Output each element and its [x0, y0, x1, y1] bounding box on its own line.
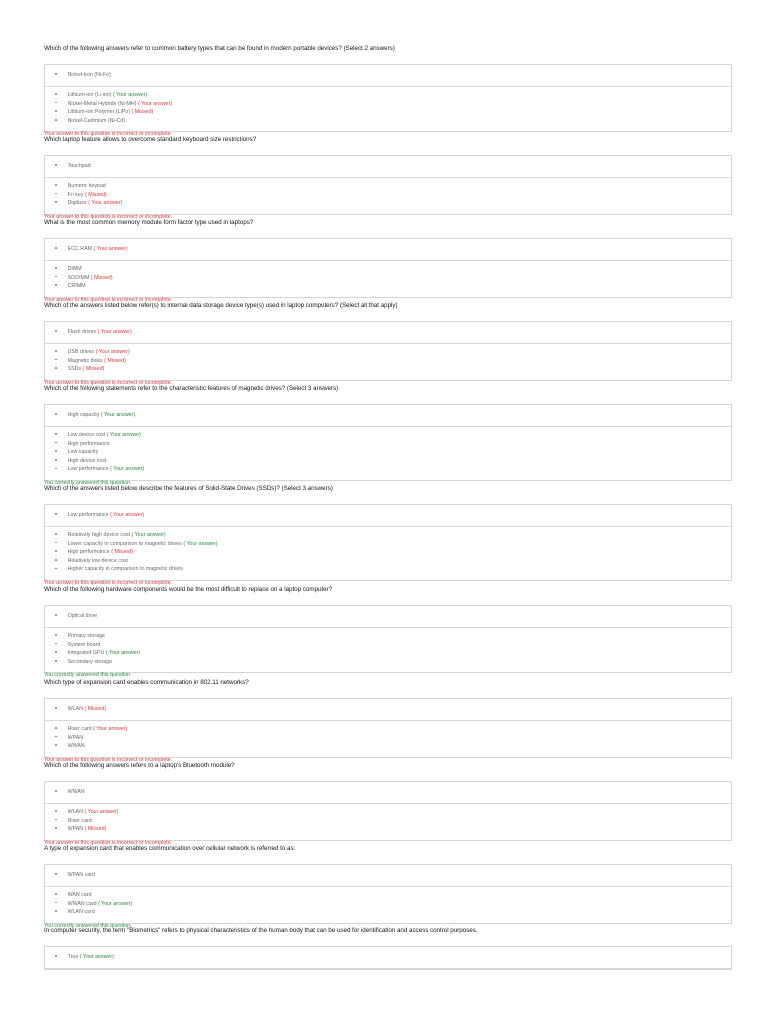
option-label: Riser card [67, 726, 92, 732]
answer-list [45, 804, 731, 840]
question-title: Which of the following answers refer to common battery types that can be found in modern portable devices? (Select 2 answers) [44, 45, 395, 52]
answer-option [55, 458, 106, 464]
bullet-icon [55, 164, 57, 166]
answer-box [44, 605, 732, 673]
answer-first-row [45, 699, 731, 721]
answer-box [44, 64, 732, 132]
question-title: Which of the following statements refer to the characteristic features of magnetic drives? (Select 3 answers) [44, 385, 339, 392]
answer-first-row [45, 865, 731, 887]
bullet-icon [55, 827, 57, 829]
question-title: What is the most common memory module form factor type used in laptops? [44, 219, 254, 226]
answer-option [55, 954, 114, 960]
result-message: Your answer to this question is incorrect or incomplete. [44, 756, 173, 763]
option-label: WLAN [67, 706, 83, 712]
result-message: Your answer to this question is incorrect or incomplete. [44, 296, 173, 303]
option-tag: ( Your answer) [98, 900, 133, 907]
option-label: WPAN card [67, 872, 95, 878]
answer-option [55, 789, 85, 795]
option-label: Lower capacity in comparison to magnetic drives [67, 540, 182, 547]
answer-option [55, 358, 126, 364]
answer-list [45, 261, 731, 297]
bullet-icon [55, 102, 57, 104]
answer-option [55, 163, 91, 169]
bullet-icon [55, 93, 57, 95]
result-message: Your answer to this question is incorrect or incomplete. [44, 213, 173, 220]
option-tag: ( Missed) [84, 706, 107, 712]
result-message: You correctly answered this question. [44, 480, 132, 486]
bullet-icon [55, 330, 57, 332]
option-tag: ( Your answer) [88, 200, 123, 207]
answer-option [55, 735, 83, 741]
bullet-icon [55, 442, 57, 444]
answer-option [55, 441, 110, 447]
option-label: WWAN [67, 789, 85, 795]
option-label: Magnetic disks [67, 357, 103, 364]
answer-option [55, 512, 144, 518]
bullet-icon [55, 193, 57, 195]
answer-box [44, 155, 732, 215]
bullet-icon [55, 284, 57, 286]
option-tag: ( Your answer) [183, 540, 218, 547]
bullet-icon [55, 184, 57, 186]
bullet-icon [55, 727, 57, 729]
bullet-icon [55, 201, 57, 203]
option-tag: ( Your answer) [112, 92, 148, 98]
answer-option [55, 826, 106, 832]
bullet-icon [55, 350, 57, 352]
option-label: SSDs [67, 366, 82, 373]
result-message: Your answer to this question is incorrect or incomplete. [44, 379, 173, 386]
answer-option [55, 809, 119, 815]
option-tag: ( Your answer) [105, 650, 141, 657]
answer-box [44, 238, 732, 298]
option-label: Nickel-Iron (Ni-Fe) [67, 72, 111, 78]
result-message: Your answer to this question is incorrect or incomplete. [44, 839, 173, 846]
option-label: System board [67, 641, 101, 648]
answer-list [45, 721, 731, 757]
option-label: WWAN [67, 743, 85, 750]
option-label: WWAN card [67, 900, 97, 907]
bullet-icon [55, 247, 57, 249]
option-label: High performance [67, 549, 110, 556]
answer-first-row [45, 505, 731, 527]
bullet-icon [55, 542, 57, 544]
bullet-icon [55, 643, 57, 645]
answer-option [55, 872, 95, 878]
bullet-icon [55, 119, 57, 121]
option-label: WAN card [67, 892, 92, 898]
answer-list [45, 87, 731, 131]
question-title: Which of the following answers refers to a laptop's Bluetooth module? [44, 762, 235, 769]
option-label: Nickel-Cadmium (Ni-Cd) [67, 117, 125, 124]
bullet-icon [55, 790, 57, 792]
bullet-icon [55, 955, 57, 957]
bullet-icon [55, 367, 57, 369]
bullet-icon [55, 276, 57, 278]
answer-option [55, 412, 135, 418]
answer-option [55, 246, 128, 252]
answer-box [44, 946, 732, 970]
question-title: Which laptop feature allows to overcome standard keyboard size restrictions? [44, 136, 257, 143]
bullet-icon [55, 651, 57, 653]
answer-option [55, 466, 144, 472]
answer-option [55, 432, 141, 438]
answer-option [55, 349, 130, 355]
answer-first-row [45, 239, 731, 261]
option-label: DIMM [67, 266, 82, 272]
option-tag: ( Your answer) [93, 246, 128, 252]
question-title: Which type of expansion card enables communication in 802.11 networks? [44, 679, 249, 686]
answer-option [55, 743, 85, 749]
option-label: WPAN [67, 734, 84, 741]
answer-first-row [45, 606, 731, 628]
option-label: WPAN [67, 826, 84, 833]
option-label: Flash drives [67, 329, 97, 335]
answer-first-row [45, 782, 731, 804]
option-label: Low performance [67, 466, 109, 473]
option-tag: ( Your answer) [106, 432, 141, 438]
result-message: Your answer to this question is incorrect or incomplete. [44, 580, 173, 586]
option-tag: ( Your answer) [110, 512, 145, 518]
answer-list [45, 527, 731, 580]
bullet-icon [55, 459, 57, 461]
answer-option [55, 541, 217, 547]
answer-box [44, 321, 732, 381]
option-tag: ( Missed) [90, 274, 113, 281]
answer-option [55, 566, 183, 572]
option-tag: ( Missed) [104, 357, 126, 364]
bullet-icon [55, 634, 57, 636]
answer-first-row [45, 156, 731, 178]
bullet-icon [55, 893, 57, 895]
answer-option [55, 659, 112, 665]
question-title: In computer security, the term "Biometrics" refers to physical characteristics of the human body that can be used for identification and access control purposes. [44, 927, 478, 934]
answer-box [44, 698, 732, 758]
option-label: CRIMM [67, 283, 86, 290]
answer-option [55, 892, 92, 898]
answer-option [55, 283, 86, 289]
answer-option [55, 549, 133, 555]
bullet-icon [55, 433, 57, 435]
question-title: Which of the following hardware components would be the most difficult to replace on a laptop computer? [44, 586, 333, 593]
answer-option [55, 72, 111, 78]
bullet-icon [55, 707, 57, 709]
answer-option [55, 558, 128, 564]
answer-option [55, 109, 153, 115]
option-tag: ( Missed) [82, 366, 105, 373]
answer-option [55, 633, 105, 639]
option-tag: ( Your answer) [84, 809, 119, 815]
answer-option [55, 532, 166, 538]
answer-option [55, 92, 147, 98]
option-label: Digitizer [67, 200, 87, 207]
option-label: Riser card [67, 817, 92, 824]
answer-first-row [45, 65, 731, 87]
answer-option [55, 449, 98, 455]
bullet-icon [55, 873, 57, 875]
bullet-icon [55, 413, 57, 415]
option-label: Lithium-ion Polymer (LiPo) [67, 109, 131, 116]
option-label: SODIMM [67, 274, 90, 281]
answer-option [55, 726, 127, 732]
bullet-icon [55, 73, 57, 75]
bullet-icon [55, 559, 57, 561]
question-title: A type of expansion card that enables communication over cellular network is referred to as: [44, 845, 296, 852]
question-title: Which of the answers listed below describe the features of Solid-State Drives (SSDs)? (Select 3 answers) [44, 485, 333, 492]
option-label: True [67, 954, 79, 960]
answer-list [45, 628, 731, 672]
bullet-icon [55, 450, 57, 452]
answer-list [45, 344, 731, 380]
answer-list [45, 178, 731, 214]
answer-option [55, 706, 106, 712]
bullet-icon [55, 267, 57, 269]
option-label: Fn key [67, 191, 84, 198]
option-label: High performance [67, 440, 110, 447]
question-title: Which of the answers listed below refer(s) to internal data storage device type(s) used in laptop computers? (Select all that apply) [44, 302, 398, 309]
option-tag: ( Missed) [84, 191, 107, 198]
answer-option [55, 366, 104, 372]
bullet-icon [55, 568, 57, 570]
option-label: Nickel-Metal Hydride (Ni-MH) [67, 100, 137, 107]
result-message: Your answer to this question is incorrect or incomplete. [44, 131, 173, 138]
option-tag: ( Missed) [111, 549, 133, 556]
option-label: Lithium-ion (Li-ion) [67, 92, 112, 98]
answer-option [55, 200, 122, 206]
answer-option [55, 329, 132, 335]
answer-box [44, 404, 732, 481]
answer-first-row [45, 322, 731, 344]
bullet-icon [55, 910, 57, 912]
answer-option [55, 101, 172, 107]
option-tag: ( Your answer) [95, 349, 130, 355]
bullet-icon [55, 810, 57, 812]
answer-option [55, 192, 107, 198]
option-tag: ( Missed) [84, 826, 107, 833]
option-label: Secondary storage [67, 658, 113, 665]
answer-option [55, 909, 95, 915]
option-tag: ( Your answer) [79, 954, 114, 960]
bullet-icon [55, 468, 57, 470]
option-label: Low performance [67, 512, 109, 518]
option-label: WLAN [67, 809, 83, 815]
option-label: Relatively low device cost [67, 557, 128, 564]
answer-box [44, 504, 732, 581]
bullet-icon [55, 902, 57, 904]
answer-option [55, 613, 97, 619]
option-label: High device cost [67, 457, 107, 464]
option-label: Low capacity [67, 449, 99, 456]
answer-first-row [45, 947, 731, 969]
bullet-icon [55, 736, 57, 738]
option-tag: ( Your answer) [93, 726, 128, 732]
option-label: Low device cost [67, 432, 106, 438]
answer-option [55, 275, 113, 281]
option-tag: ( Your answer) [110, 466, 145, 473]
answer-list [45, 887, 731, 923]
bullet-icon [55, 550, 57, 552]
option-label: Primary storage [67, 633, 105, 639]
answer-option [55, 183, 106, 189]
option-label: Relatively high device cost [67, 532, 131, 538]
bullet-icon [55, 110, 57, 112]
bullet-icon [55, 660, 57, 662]
option-label: USB drives [67, 349, 95, 355]
bullet-icon [55, 819, 57, 821]
option-tag: ( Your answer) [131, 532, 166, 538]
answer-box [44, 781, 732, 841]
answer-option [55, 650, 140, 656]
option-tag: ( Your answer) [100, 412, 136, 418]
answer-option [55, 266, 82, 272]
result-message: You correctly answered this question. [44, 922, 132, 929]
option-label: Numeric keypad [67, 183, 106, 189]
answer-box [44, 864, 732, 924]
answer-list [45, 427, 731, 480]
option-label: Higher capacity in comparison to magnetic drives [67, 566, 184, 573]
option-label: WLAN card [67, 909, 95, 916]
answer-option [55, 642, 100, 648]
bullet-icon [55, 614, 57, 616]
answer-first-row [45, 405, 731, 427]
option-label: High capacity [67, 412, 100, 418]
option-label: Optical drive [67, 613, 98, 619]
option-tag: ( Missed) [131, 109, 154, 116]
option-tag: ( Your answer) [97, 329, 132, 335]
answer-option [55, 901, 132, 907]
answer-option [55, 118, 125, 124]
bullet-icon [55, 744, 57, 746]
option-label: Touchpad [67, 163, 91, 169]
bullet-icon [55, 513, 57, 515]
answer-option [55, 818, 92, 824]
option-label: Integrated GPU [67, 650, 105, 657]
option-label: ECC RAM [67, 246, 93, 252]
bullet-icon [55, 359, 57, 361]
option-tag: ( Your answer) [137, 100, 173, 107]
bullet-icon [55, 533, 57, 535]
result-message: You correctly answered this question. [44, 672, 132, 679]
